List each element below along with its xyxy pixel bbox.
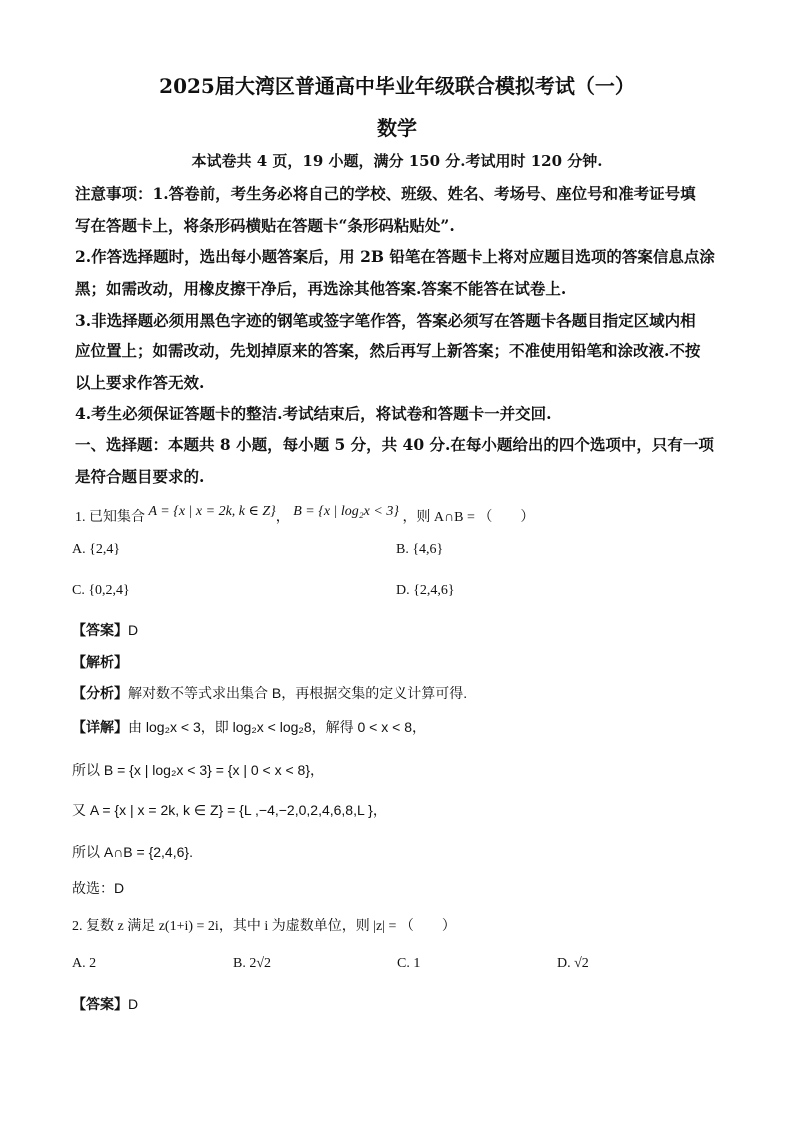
question-1-conclusion: 故选：D <box>72 880 125 896</box>
section-1-heading-line-1: 一、选择题：本题共 8 小题，每小题 5 分，共 40 分.在每小题给出的四个选项中，只有一项 <box>75 435 714 454</box>
set-b-definition: B = {x | log₂x < 3} <box>293 504 399 519</box>
question-1-option-b: B. {4,6} <box>396 542 444 557</box>
subject-heading: 数学 <box>377 116 417 140</box>
fenxi-text: 解对数不等式求出集合 B，再根据交集的定义计算可得. <box>128 685 468 701</box>
question-2-option-d: D. √2 <box>557 956 589 971</box>
section-1-heading-line-2: 是符合题目要求的. <box>75 467 205 486</box>
xiangjie-text: 由 log₂x < 3，即 log₂x < log₂8，解得 0 < x < 8， <box>128 719 426 735</box>
exam-title: 2025届大湾区普通高中毕业年级联合模拟考试（一） <box>159 74 635 98</box>
question-1-step-3: 又 A = {x | x = 2k, k ∈ Z} = {L ,−4,−2,0,2,4,6,8,L }， <box>72 802 387 818</box>
question-1-option-c: C. {0,2,4} <box>72 583 130 598</box>
question-2-answer <box>72 994 138 1014</box>
question-1-analysis-tag <box>72 652 128 672</box>
notice-2-line-1: 2.作答选择题时，选出每小题答案后，用 2B 铅笔在答题卡上将对应题目选项的答案信息点涂 <box>75 247 715 266</box>
notice-3-line-2: 应位置上；如需改动，先划掉原来的答案，然后再写上新答案；不准使用铅笔和涂改液.不按 <box>75 341 701 360</box>
notice-3-line-1: 3.非选择题必须用黑色字迹的钢笔或签字笔作答，答案必须写在答题卡各题目指定区域内相 <box>75 311 696 330</box>
question-1-option-a: A. {2,4} <box>72 542 121 557</box>
question-1-xiangjie <box>72 717 426 737</box>
question-1-answer <box>72 620 138 640</box>
answer-value: D <box>128 622 139 638</box>
answer-value: D <box>128 996 139 1012</box>
analysis-tag: 【解析】 <box>72 654 128 670</box>
set-a-definition: A = {x | x = 2k, k ∈ Z} <box>148 504 276 519</box>
question-2-option-b: B. 2√2 <box>233 956 272 971</box>
answer-tag: 【答案】 <box>72 996 128 1012</box>
question-1-step-4: 所以 A∩B = {2,4,6}. <box>72 844 193 860</box>
notice-3-line-3: 以上要求作答无效. <box>75 373 205 392</box>
notice-4: 4.考生必须保证答题卡的整洁.考试结束后，将试卷和答题卡一并交回. <box>75 404 552 423</box>
answer-tag: 【答案】 <box>72 622 128 638</box>
exam-intro: 本试卷共 4 页，19 小题，满分 150 分.考试用时 120 分钟. <box>191 152 603 170</box>
question-1-suffix: ，则 A∩B = （ ） <box>402 510 535 525</box>
question-2-stem: 2. 复数 z 满足 z(1+i) = 2i，其中 i 为虚数单位，则 |z| = （ ） <box>72 919 456 934</box>
question-2-option-a: A. 2 <box>72 956 97 971</box>
notice-1-line-1: 注意事项：1.答卷前，考生务必将自己的学校、班级、姓名、考场号、座位号和准考证号填 <box>75 184 696 203</box>
question-1-stem: 1. 已知集合 A = {x | x = 2k, k ∈ Z}， B = {x | log₂x < 3} ，则 A∩B = （ ） <box>75 504 535 525</box>
question-1-prefix: 1. 已知集合 <box>75 510 145 525</box>
fenxi-tag: 【分析】 <box>72 685 128 701</box>
question-1-option-d: D. {2,4,6} <box>396 583 455 598</box>
notice-1-line-2: 写在答题卡上，将条形码横贴在答题卡“条形码粘贴处”. <box>75 216 455 235</box>
question-1-fenxi <box>72 683 467 703</box>
xiangjie-tag: 【详解】 <box>72 719 128 735</box>
question-1-step-2: 所以 B = {x | log₂x < 3} = {x | 0 < x < 8}， <box>72 762 325 778</box>
question-2-option-c: C. 1 <box>397 956 421 971</box>
notice-2-line-2: 黑；如需改动，用橡皮擦干净后，再选涂其他答案.答案不能答在试卷上. <box>75 279 567 298</box>
